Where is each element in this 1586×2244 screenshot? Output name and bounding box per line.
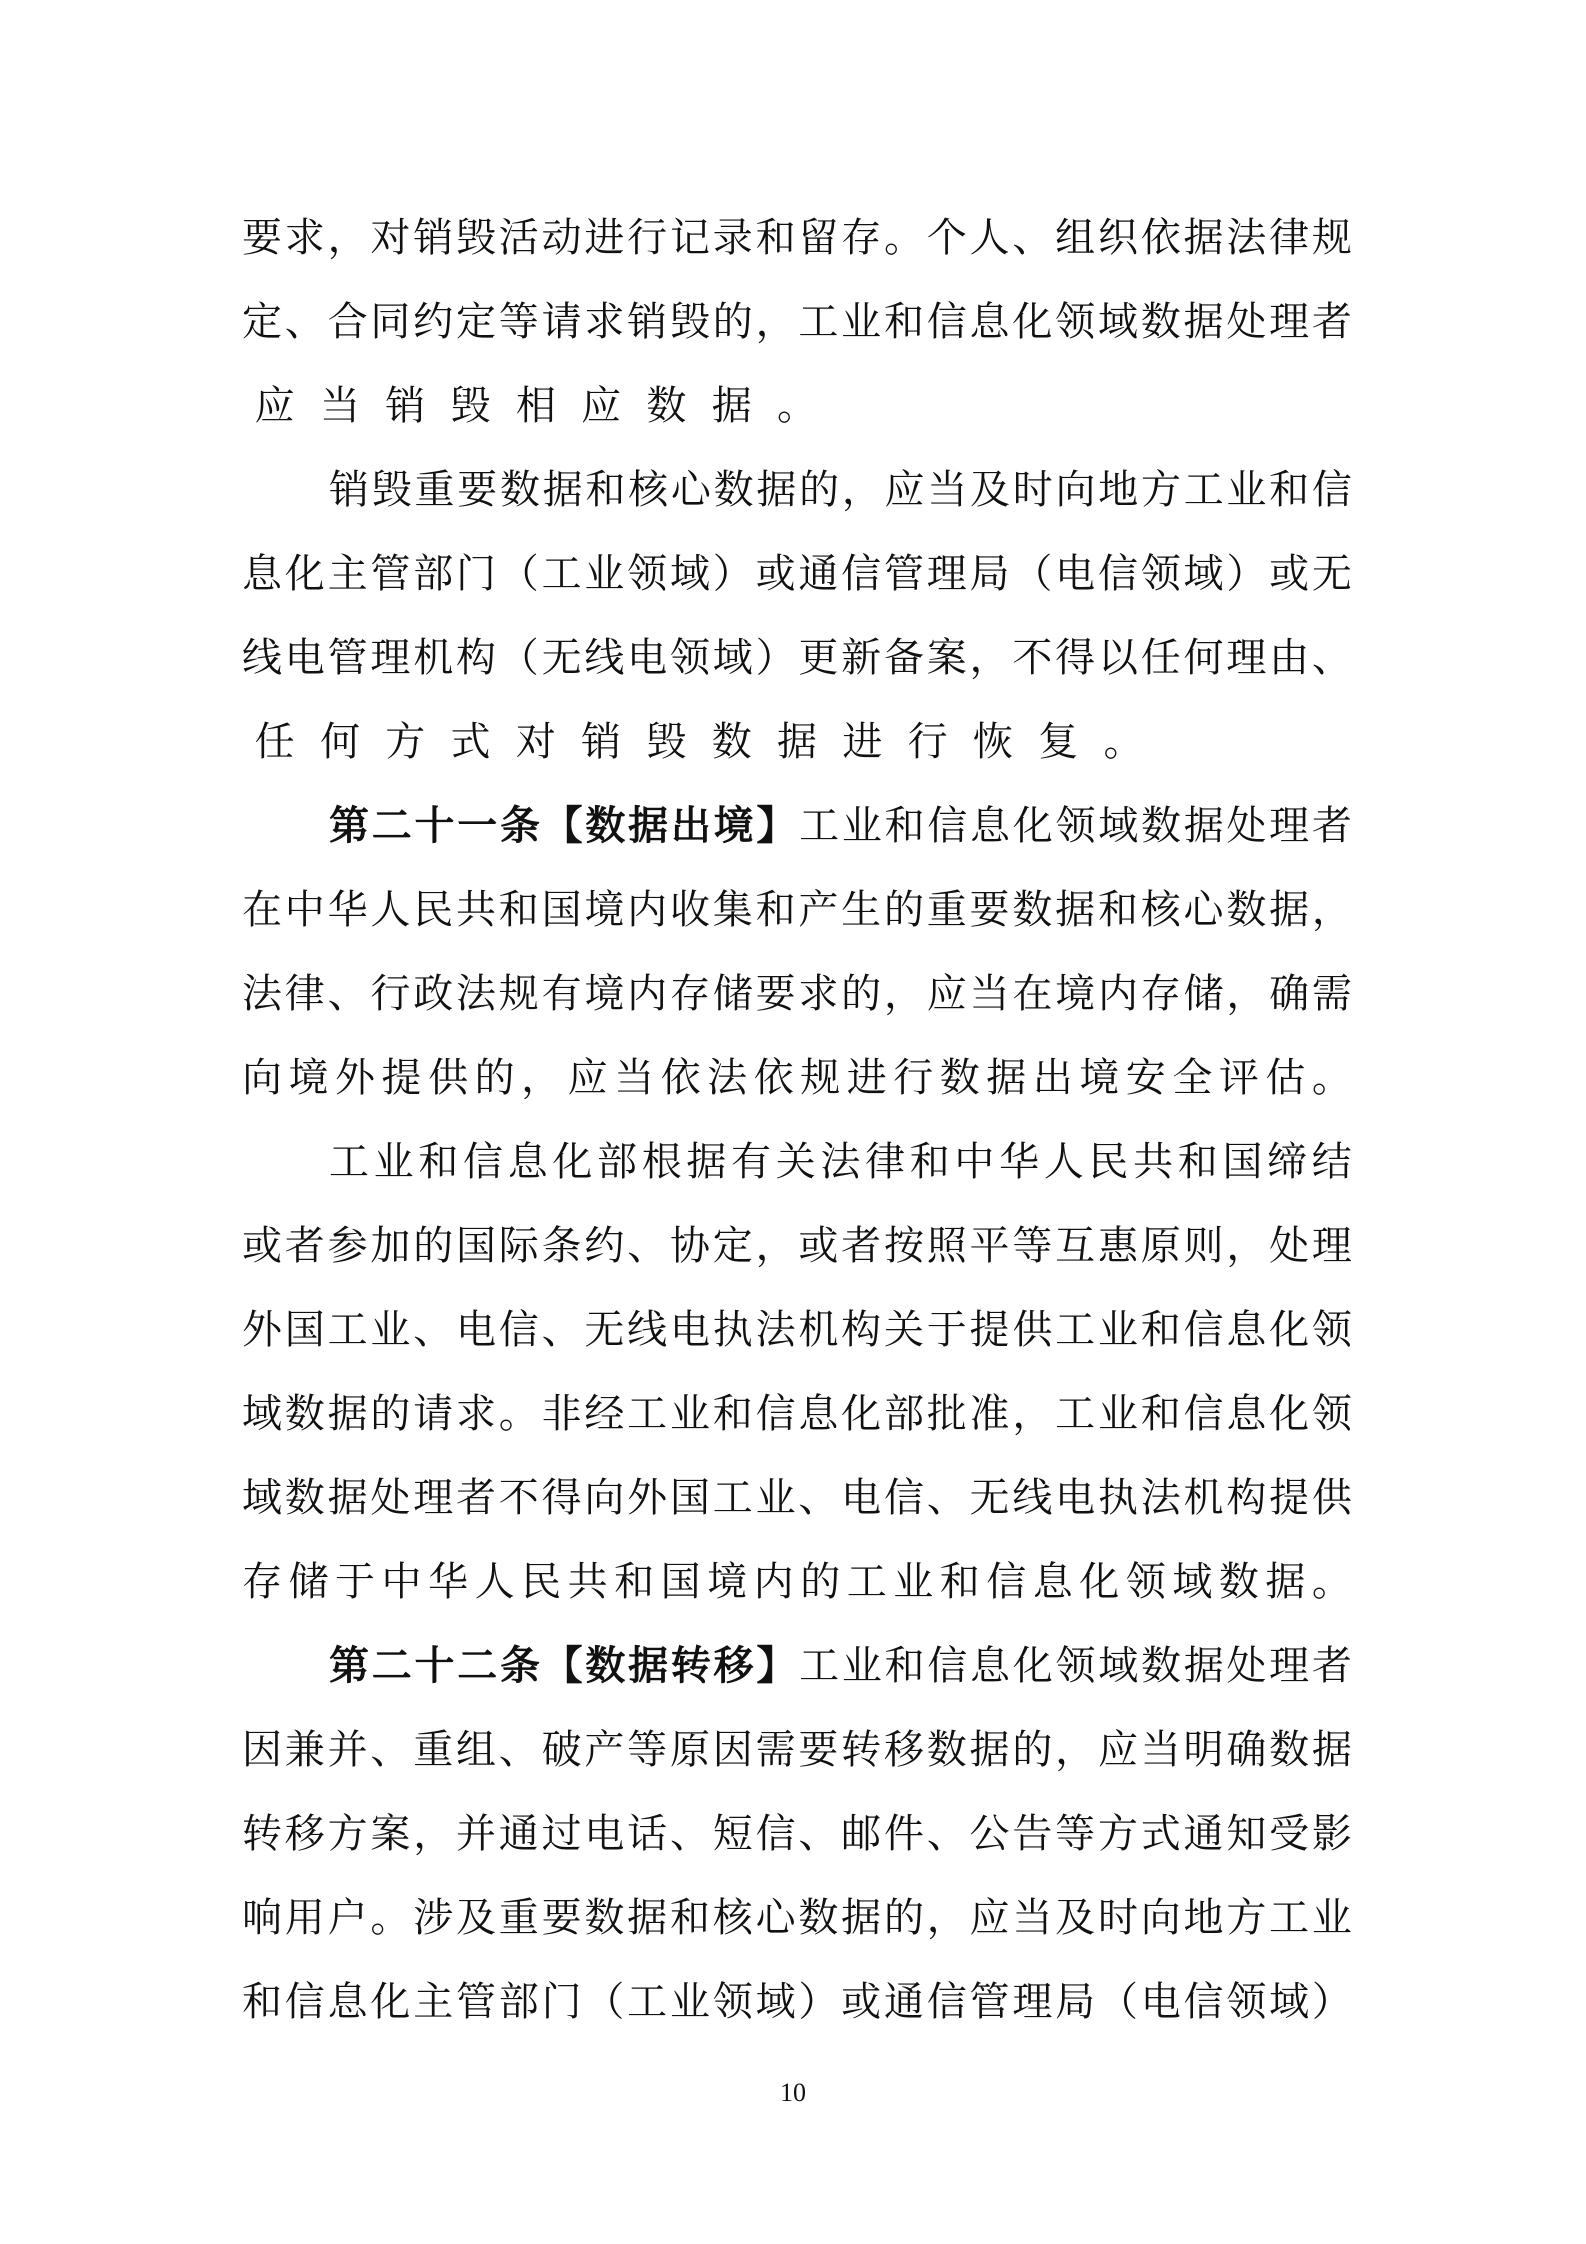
text-line: 域 数 据 的 请 求 。 非 经 工 业 和 信 息 化 部 批 准 ， 工 业 和 信 息 化 领 — [242, 1391, 1352, 1437]
paragraph — [242, 196, 1352, 448]
text-line: 法 律 、 行 政 法 规 有 境 内 存 储 要 求 的 ， 应 当 在 境 内 存 储 ， 确 需 — [242, 971, 1352, 1017]
text-line: 因 兼 并 、 重 组 、 破 产 等 原 因 需 要 转 移 数 据 的 ， 应 当 明 确 数 据 — [242, 1727, 1352, 1773]
text-line: 向 境 外 提 供 的 ， 应 当 依 法 依 规 进 行 数 据 出 境 安 全 评 估 。 — [242, 1055, 1352, 1101]
paragraph — [242, 448, 1352, 784]
text-line: 任 何 方 式 对 销 毁 数 据 进 行 恢 复 。 — [254, 719, 1144, 765]
text-line: 要 求 ， 对 销 毁 活 动 进 行 记 录 和 留 存 。 个 人 、 组 织 依 据 法 律 规 — [242, 215, 1352, 261]
document-body — [242, 196, 1352, 2044]
text-line: 和 信 息 化 主 管 部 门 （ 工 业 领 域 ） 或 通 信 管 理 局 （ 电 信 领 域 ） — [242, 1979, 1352, 2025]
text-line: 应 当 销 毁 相 应 数 据 。 — [254, 383, 818, 429]
text-line: 或 者 参 加 的 国 际 条 约 、 协 定 ， 或 者 按 照 平 等 互 惠 原 则 ， 处 理 — [242, 1223, 1352, 1269]
text-line: 息 化 主 管 部 门 （ 工 业 领 域 ） 或 通 信 管 理 局 （ 电 信 领 域 ） 或 无 — [242, 551, 1352, 597]
article-paragraph — [242, 784, 1352, 1120]
text-line: 销 毁 重 要 数 据 和 核 心 数 据 的 ， 应 当 及 时 向 地 方 工 业 和 信 — [329, 467, 1352, 513]
text-line: 存 储 于 中 华 人 民 共 和 国 境 内 的 工 业 和 信 息 化 领 域 数 据 。 — [242, 1559, 1352, 1605]
text-line: 外 国 工 业 、 电 信 、 无 线 电 执 法 机 构 关 于 提 供 工 业 和 信 息 化 领 — [242, 1307, 1352, 1353]
text-line: 转 移 方 案 ， 并 通 过 电 话 、 短 信 、 邮 件 、 公 告 等 方 式 通 知 受 影 — [242, 1811, 1352, 1857]
text-line: 域 数 据 处 理 者 不 得 向 外 国 工 业 、 电 信 、 无 线 电 执 法 机 构 提 供 — [242, 1475, 1352, 1521]
text-line: 定 、 合 同 约 定 等 请 求 销 毁 的 ， 工 业 和 信 息 化 领 域 数 据 处 理 者 — [242, 299, 1352, 345]
page-number: 10 — [780, 2078, 806, 2107]
text-line: 响 用 户 。 涉 及 重 要 数 据 和 核 心 数 据 的 ， 应 当 及 时 向 地 方 工 业 — [242, 1895, 1352, 1941]
article-paragraph — [242, 1624, 1352, 2044]
text-line: 第 二 十 二 条 【 数 据 转 移 】 工 业 和 信 息 化 领 域 数 据 处 理 者 — [329, 1643, 1352, 1689]
text-line: 工 业 和 信 息 化 部 根 据 有 关 法 律 和 中 华 人 民 共 和 国 缔 结 — [329, 1139, 1352, 1185]
text-line: 在 中 华 人 民 共 和 国 境 内 收 集 和 产 生 的 重 要 数 据 和 核 心 数 据 ， — [242, 887, 1352, 933]
text-line: 线 电 管 理 机 构 （ 无 线 电 领 域 ） 更 新 备 案 ， 不 得 以 任 何 理 由 、 — [242, 635, 1352, 681]
paragraph — [242, 1120, 1352, 1624]
text-line: 第 二 十 一 条 【 数 据 出 境 】 工 业 和 信 息 化 领 域 数 据 处 理 者 — [329, 803, 1352, 849]
